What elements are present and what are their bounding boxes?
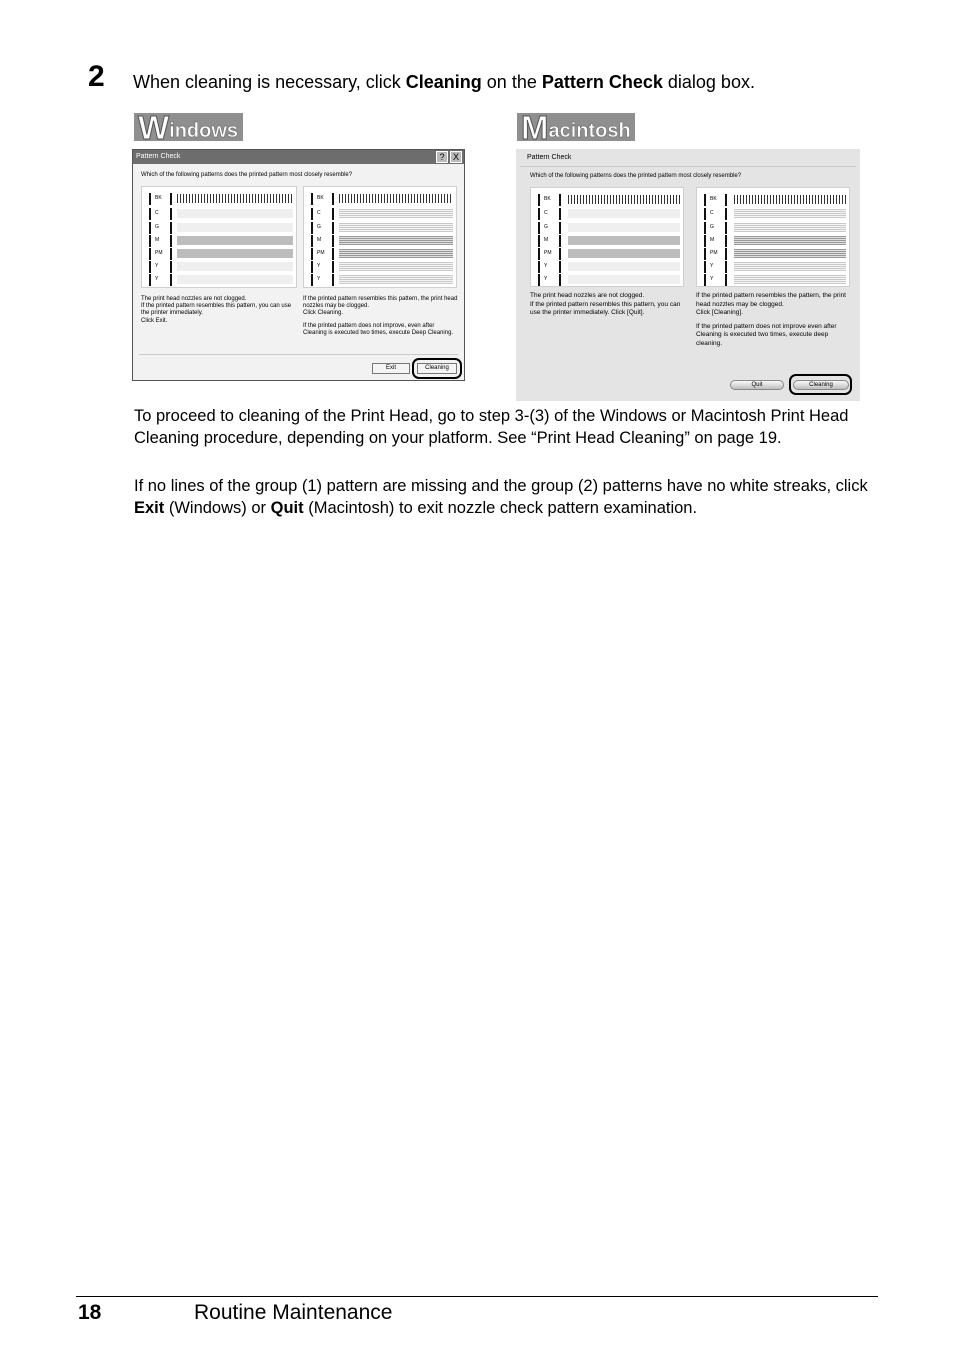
section-title: Routine Maintenance [194, 1301, 393, 1324]
mac-right-description: If the printed pattern resembles the pattern, the print head nozzles may be clogged. Click [Cleaning]. If the printed pattern does not improve even after Cleaning is executed two times, execute deep cleaning. [696, 292, 846, 347]
mac-pattern-option-2[interactable]: BK C G M PM Y Y [696, 187, 850, 287]
mac-cleaning-button[interactable]: Cleaning [793, 380, 849, 390]
instruction-paragraph-2: If no lines of the group (1) pattern are missing and the group (2) patterns have no white streaks, click Exit (Windows) or Quit (Macintosh) to exit nozzle check pattern examination. [134, 477, 868, 517]
cleaning-highlight-ring [412, 358, 462, 379]
cleaning-highlight-ring [789, 374, 852, 395]
windows-label: Windows [134, 113, 243, 141]
mac-left-description: The print head nozzles are not clogged. If the printed pattern resembles this pattern, you can use the printer immediately. Click [Quit]. [530, 292, 681, 317]
close-icon[interactable]: X [450, 151, 462, 163]
page-number: 18 [78, 1301, 102, 1324]
mac-dialog-title: Pattern Check [520, 149, 856, 167]
mac-dialog-question: Which of the following patterns does the printed pattern most closely resemble? [530, 173, 742, 179]
help-icon[interactable]: ? [436, 151, 448, 163]
windows-right-description: If the printed pattern resembles this pattern, the print head nozzles may be clogged. Click Cleaning. If the printed pattern does not improve, even after Cleaning is executed two times, execute Deep Cleaning. [303, 296, 458, 336]
windows-pattern-check-dialog [132, 149, 465, 381]
mac-pattern-check-dialog [516, 149, 860, 401]
windows-pattern-option-2[interactable]: BK C G M PM Y Y [303, 186, 457, 288]
windows-cleaning-button[interactable]: Cleaning [417, 363, 457, 374]
windows-dialog-titlebar [133, 150, 464, 164]
windows-dialog-question: Which of the following patterns does the printed pattern most closely resemble? [141, 172, 353, 178]
quit-button[interactable]: Quit [730, 380, 784, 390]
step-number: 2 [88, 60, 105, 93]
windows-left-description: The print head nozzles are not clogged. If the printed pattern resembles this pattern, you can use the printer immediately. Click Exit. [141, 296, 292, 324]
exit-button[interactable]: Exit [372, 363, 410, 374]
mac-pattern-option-1[interactable]: BK C G M PM Y Y [530, 187, 684, 287]
windows-pattern-option-1[interactable]: BK C G M PM Y Y [141, 186, 297, 288]
macintosh-label: Macintosh [517, 113, 635, 141]
footer-divider [76, 1296, 878, 1297]
windows-dialog-title: Pattern Check [136, 153, 181, 160]
step-instruction: When cleaning is necessary, click Cleaning on the Pattern Check dialog box. [133, 72, 755, 92]
instruction-paragraph-1: To proceed to cleaning of the Print Head, go to step 3-(3) of the Windows or Macintosh Print Head Cleaning procedure, depending on your platform. See “Print Head Cleaning” on page 19. [134, 407, 849, 447]
